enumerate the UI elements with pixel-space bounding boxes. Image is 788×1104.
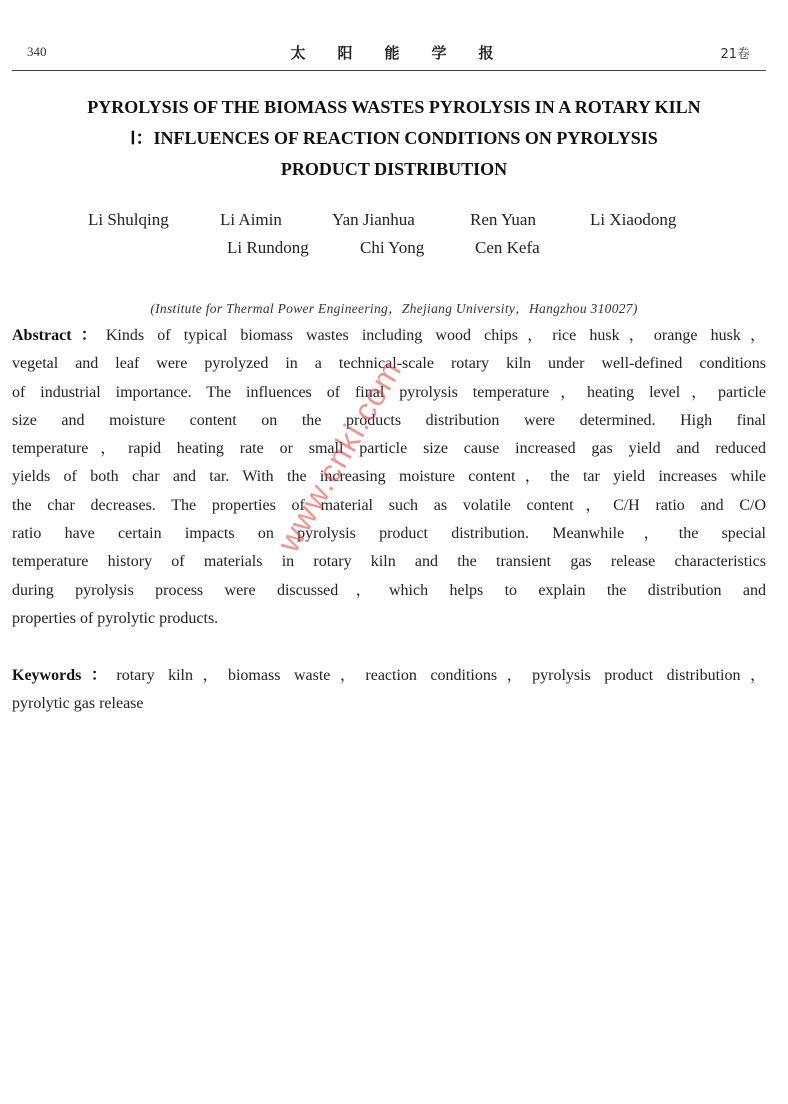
author: Cen Kefa	[475, 238, 540, 257]
abstract-line: yields of both char and tar. With the increasing moisture content，the tar yield increases while	[12, 468, 766, 486]
author-row-1	[0, 210, 788, 238]
journal-name: 太阳能学报	[290, 44, 526, 62]
author: Li Shulqing	[88, 210, 169, 229]
abstract-line: properties of pyrolytic products.	[12, 609, 219, 627]
keywords-line: pyrolytic gas release	[12, 695, 144, 713]
affiliation: (Institute for Thermal Power Engineering，Zhejiang University，Hangzhou 310027)	[150, 301, 638, 316]
keywords-line: Keywords：rotary kiln，biomass waste，reaction conditions，pyrolysis product distribution，	[12, 667, 766, 684]
keywords	[12, 662, 766, 719]
author-row-2	[0, 238, 788, 266]
abstract-line: during pyrolysis process were discussed，which helps to explain the distribution and	[12, 581, 766, 599]
keywords-label: Keywords：	[12, 667, 117, 684]
author: Chi Yong	[360, 238, 425, 257]
abstract-line: Abstract：Kinds of typical biomass wastes including wood chips，rice husk，orange husk，	[12, 327, 766, 344]
watermark: www.cnki.com	[270, 354, 409, 558]
abstract-line: ratio have certain impacts on pyrolysis product distribution. Meanwhile，the special	[12, 525, 766, 543]
header-rule	[12, 70, 766, 71]
abstract-line: vegetal and leaf were pyrolyzed in a technical-scale rotary kiln under well-defined conditions	[12, 355, 766, 373]
paper-title	[0, 92, 788, 185]
abstract-label: Abstract：	[12, 327, 106, 344]
volume-label: 21卷	[720, 47, 750, 62]
author: Ren Yuan	[470, 210, 536, 229]
author: Li Rundong	[227, 238, 309, 257]
title-line-3: PRODUCT DISTRIBUTION	[280, 159, 508, 179]
author: Li Aimin	[220, 210, 282, 229]
abstract-line: temperature history of materials in rotary kiln and the transient gas release characteristics	[12, 553, 766, 571]
author: Li Xiaodong	[590, 210, 677, 229]
title-line-2: Ⅰ：INFLUENCES OF REACTION CONDITIONS ON PYROLYSIS	[130, 128, 658, 148]
author-list	[0, 210, 788, 266]
page-header	[0, 42, 788, 64]
abstract-line: temperature，rapid heating rate or small particle size cause increased gas yield and reduced	[12, 440, 767, 458]
author: Yan Jianhua	[332, 210, 415, 229]
title-line-1: PYROLYSIS OF THE BIOMASS WASTES PYROLYSIS IN A ROTARY KILN	[87, 97, 701, 117]
abstract-line: of industrial importance. The influences of final pyrolysis temperature，heating level，particle	[12, 383, 766, 401]
page-number: 340	[27, 44, 47, 59]
abstract-line: size and moisture content on the products distribution were determined. High final	[12, 411, 766, 429]
abstract-line: the char decreases. The properties of material such as volatile content，C/H ratio and C/O	[12, 496, 766, 514]
